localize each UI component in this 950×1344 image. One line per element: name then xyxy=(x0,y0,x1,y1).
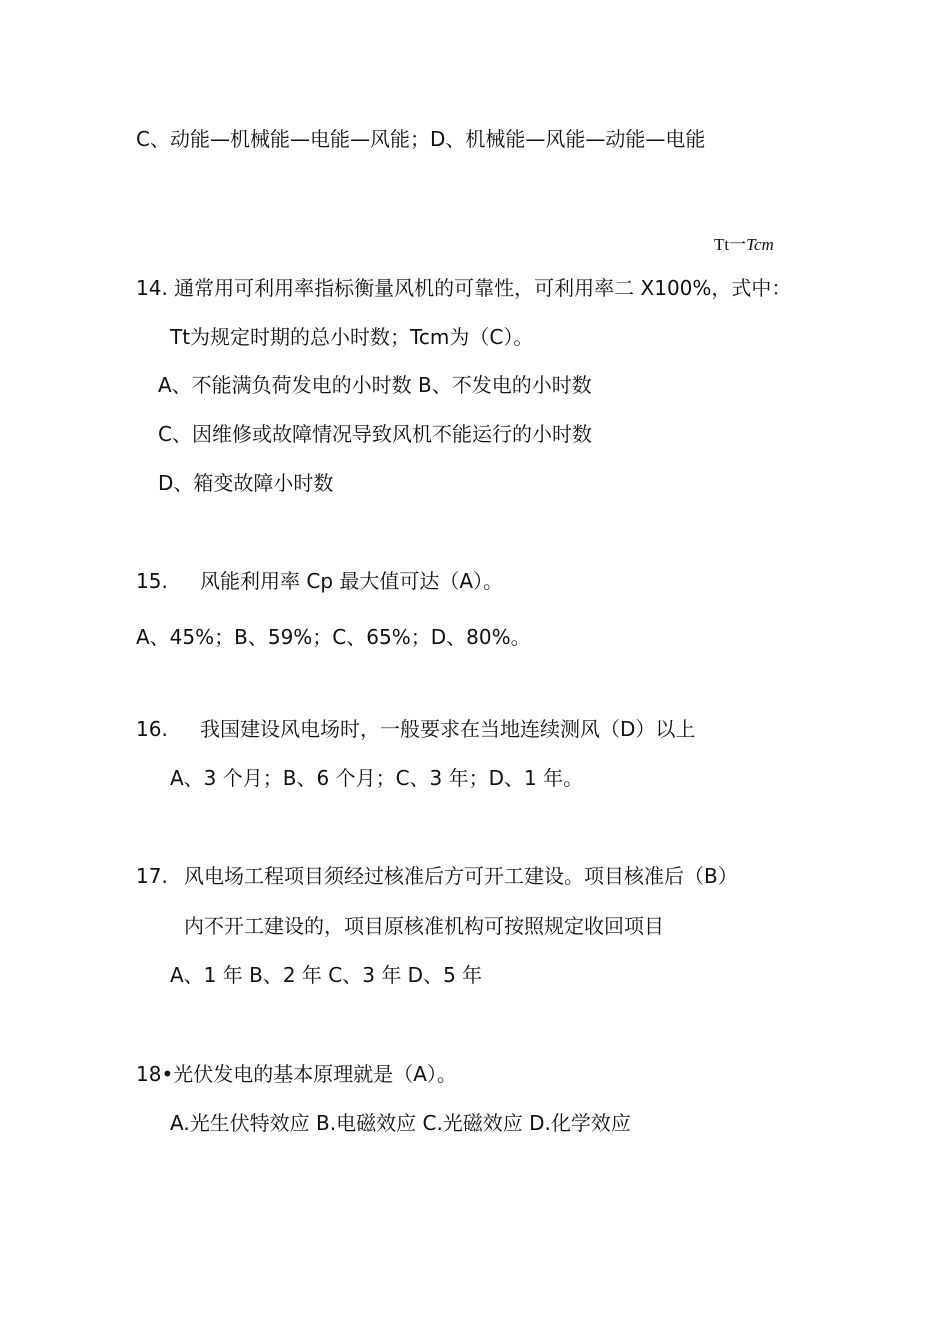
q15-question: 风能利用率 Cp 最大值可达（A）。 xyxy=(200,569,504,593)
formula-dash: 一 xyxy=(729,235,747,254)
q14-option-a-b: A、不能满负荷发电的小时数 B、不发电的小时数 xyxy=(158,373,592,397)
q16-number: 16. xyxy=(136,717,168,741)
q16-question: 我国建设风电场时，一般要求在当地连续测风（D）以上 xyxy=(200,717,696,741)
q14-option-c: C、因维修或故障情况导致风机不能运行的小时数 xyxy=(158,422,592,446)
q15-number: 15. xyxy=(136,569,168,593)
q14-option-d: D、箱变故障小时数 xyxy=(158,471,334,495)
q17-options: A、1 年 B、2 年 C、3 年 D、5 年 xyxy=(170,963,483,987)
q14-question-line1: 14. 通常用可利用率指标衡量风机的可靠性，可利用率二 X100%，式中： xyxy=(136,276,792,300)
q14-question-line2: Tt为规定时期的总小时数；Tcm为（C）。 xyxy=(170,325,534,349)
q13-options-cd: C、动能—机械能—电能—风能；D、机械能—风能—动能—电能 xyxy=(136,127,706,151)
q17-number: 17. xyxy=(136,864,168,888)
formula-tcm: Tcm xyxy=(746,235,774,254)
q16-options: A、3 个月；B、6 个月；C、3 年；D、1 年。 xyxy=(170,766,584,790)
q15-options: A、45%；B、59%；C、65%；D、80%。 xyxy=(136,625,531,649)
q17-question-line1: 风电场工程项目须经过核准后方可开工建设。项目核准后（B） xyxy=(184,864,738,888)
q14-formula-numerator xyxy=(714,234,774,256)
q18-options: A.光生伏特效应 B.电磁效应 C.光磁效应 D.化学效应 xyxy=(170,1111,631,1135)
q17-question-line2: 内不开工建设的，项目原核准机构可按照规定收回项目 xyxy=(184,914,664,938)
formula-tt: Tt xyxy=(714,235,730,254)
q18-question: 18•光伏发电的基本原理就是（A）。 xyxy=(136,1062,457,1086)
